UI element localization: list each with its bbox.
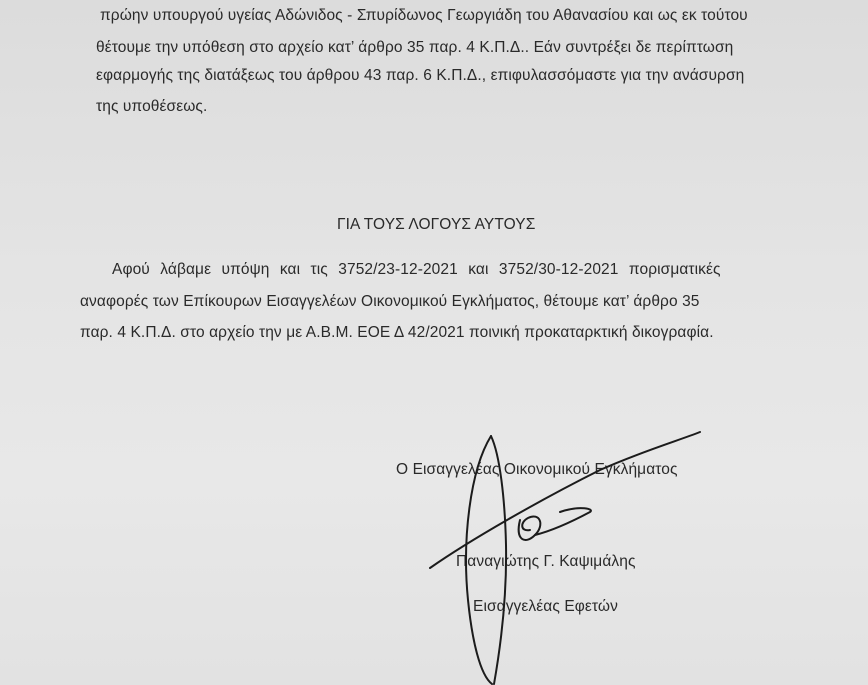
paragraph-line-1: Αφού λάβαμε υπόψη και τις 3752/23-12-2021 και 3752/30-12-2021 πορισματικές bbox=[112, 261, 721, 278]
signatory-name: Παναγιώτης Γ. Καψιμάλης bbox=[456, 553, 636, 570]
signatory-title: Ο Εισαγγελέας Οικονομικού Εγκλήματος bbox=[396, 461, 678, 478]
paragraph-line-3: παρ. 4 Κ.Π.Δ. στο αρχείο την με Α.Β.Μ. ΕΟΕ Δ 42/2021 ποινική προκαταρκτική δικογραφία. bbox=[80, 324, 714, 341]
body-line-1: πρώην υπουργού υγείας Αδώνιδος - Σπυρίδωνος Γεωργιάδη του Αθανασίου και ως εκ τούτου bbox=[100, 7, 748, 24]
paragraph-line-2: αναφορές των Επίκουρων Εισαγγελέων Οικονομικού Εγκλήματος, θέτουμε κατ’ άρθρο 35 bbox=[80, 293, 700, 310]
signatory-role: Εισαγγελέας Εφετών bbox=[473, 598, 618, 615]
body-line-4: της υποθέσεως. bbox=[96, 98, 208, 115]
body-line-2: θέτουμε την υπόθεση στο αρχείο κατ’ άρθρο 35 παρ. 4 Κ.Π.Δ.. Εάν συντρέξει δε περίπτωση bbox=[96, 39, 734, 56]
section-heading: ΓΙΑ ΤΟΥΣ ΛΟΓΟΥΣ ΑΥΤΟΥΣ bbox=[337, 216, 536, 233]
body-line-3: εφαρμογής της διατάξεως του άρθρου 43 παρ. 6 Κ.Π.Δ., επιφυλασσόμαστε για την ανάσυρση bbox=[96, 67, 745, 84]
